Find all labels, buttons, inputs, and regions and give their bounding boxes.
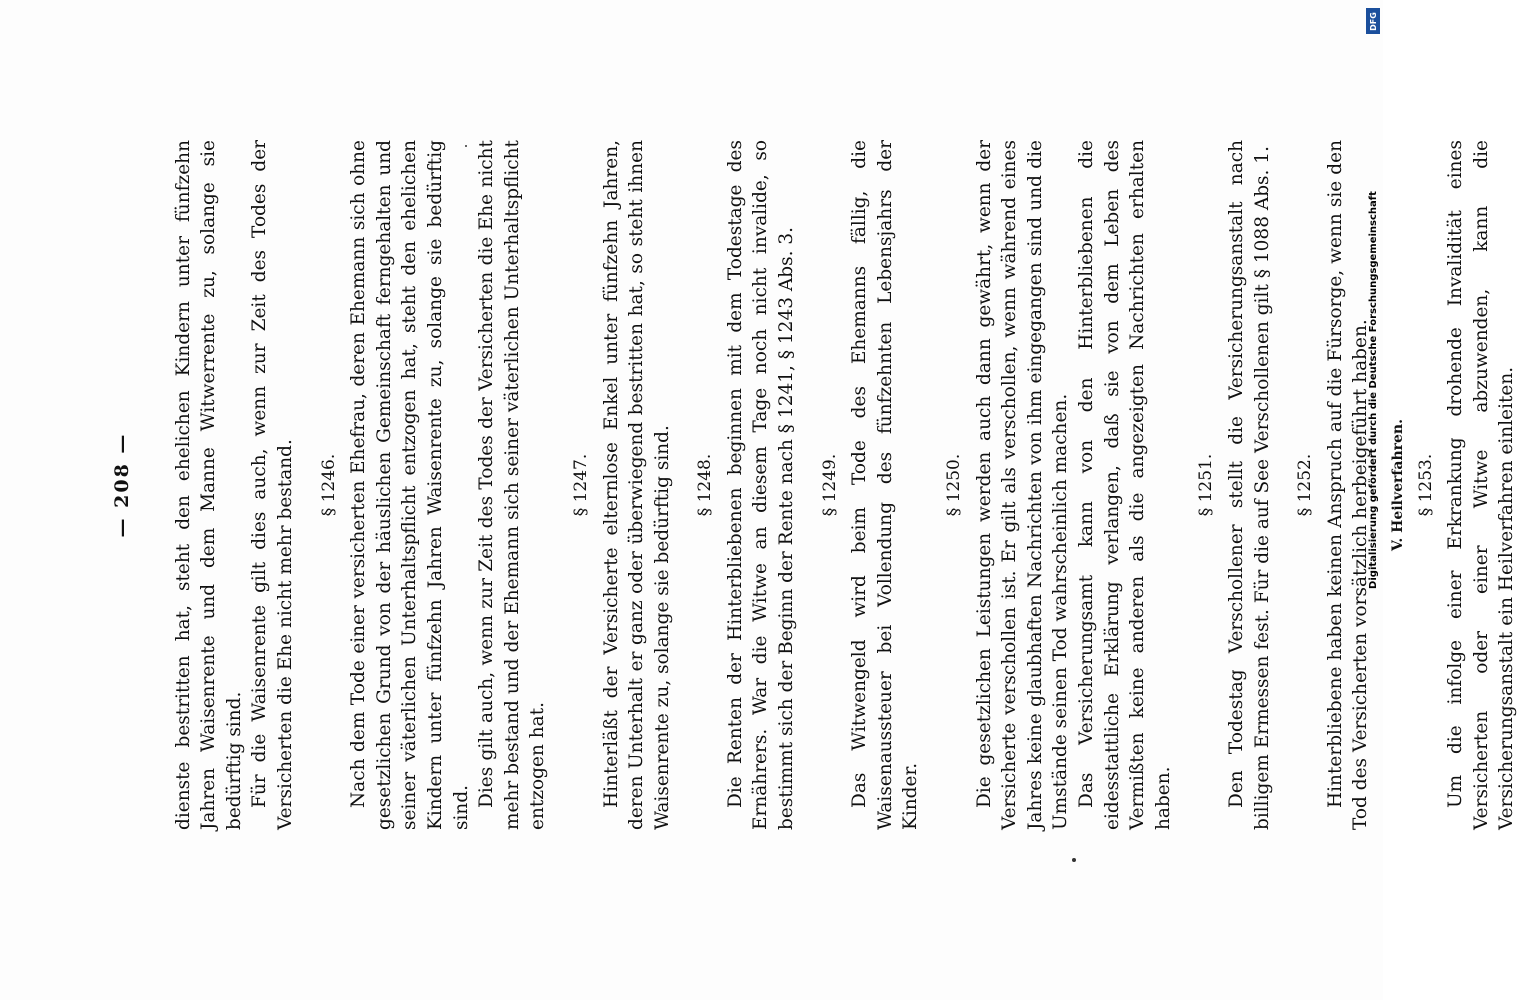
scan-speck	[465, 145, 467, 147]
paragraph: Das Versicherungsamt kann von den Hinterbliebenen die eidesstattliche Erklärung verlangen, daß sie von dem Leben des Vermißten keine anderen als die angezeigten Nachrichten erhalten haben.	[1076, 140, 1174, 830]
paragraph: Hinterbliebene haben keinen Anspruch auf die Fürsorge, wenn sie den Tod des Versicherten vorsätzlich herbeigeführt haben.	[1324, 140, 1372, 830]
paragraph: Den Todestag Verschollener stellt die Versicherungsanstalt nach billigem Ermessen fest. Für die auf See Verschollenen gilt § 1088 Abs. 1.	[1225, 140, 1273, 830]
paragraph: Nach dem Tode einer versicherten Ehefrau, deren Ehemann sich ohne gesetzlichen Grund von der häuslichen Gemeinschaft ferngehalten und seiner väterlichen Unterhaltspflicht entzogen hat, steht den ehelichen Kindern unter fünfzehn Jahren Waisenrente zu, solange sie bedürftig sind.	[348, 140, 472, 830]
paragraph: Um die infolge einer Erkrankung drohende Invalidität eines Versicherten oder einer Witwe abzuwenden, kann die Versicherungsanstalt ein Heilverfahren einleiten.	[1445, 140, 1518, 830]
paragraph: Die gesetzlichen Leistungen werden auch dann gewährt, wenn der Versicherte verschollen ist. Er gilt als verschollen, wenn während eines Jahres keine glaubhaften Nachrichten von ihm eingegangen sind und die Umstände seinen Tod wahrscheinlich machen.	[973, 140, 1072, 830]
subsection-title: V. Heilverfahren.	[1389, 419, 1406, 551]
section-heading: § 1253.	[1415, 453, 1436, 517]
page-number: — 208 —	[111, 432, 133, 538]
section-heading: § 1251.	[1196, 453, 1217, 517]
page-text-rotated	[110, 140, 1518, 830]
paragraph: Das Witwengeld wird beim Tode des Ehemanns fällig, die Waisenaussteuer bei Vollendung des fünfzehnten Lebensjahrs der Kinder.	[849, 140, 922, 830]
paragraph: Die Renten der Hinterbliebenen beginnen mit dem Todestage des Ernährers. War die Witwe an diesem Tage noch nicht invalide, so bestimmt sich der Beginn der Rente nach § 1241, § 1243 Abs. 3.	[724, 140, 798, 830]
section-heading: § 1249.	[819, 453, 840, 517]
section-heading: § 1248.	[695, 453, 716, 517]
section-heading: § 1247.	[570, 453, 591, 517]
dfg-logo: DFG	[1366, 8, 1380, 34]
paragraph: Dies gilt auch, wenn zur Zeit des Todes der Versicherten die Ehe nicht mehr bestand und der Ehemann sich seiner väterlichen Unterhaltspflicht entzogen hat.	[476, 140, 549, 830]
paragraph: Für die Waisenrente gilt dies auch, wenn zur Zeit des Todes der Versicherten die Ehe nicht mehr bestand.	[249, 140, 296, 830]
paragraph: Hinterläßt der Versicherte elternlose Enkel unter fünfzehn Jahren, deren Unterhalt er ganz oder überwiegend bestritten hat, so steht ihnen Waisenrente zu, solange sie bedürftig sind.	[600, 140, 673, 830]
paragraph: dienste bestritten hat, steht den ehelichen Kindern unter fünfzehn Jahren Waisenrente und dem Manne Witwerrente zu, solange sie bedürftig sind.	[172, 140, 245, 830]
scan-speck	[1072, 858, 1076, 862]
section-heading: § 1246.	[318, 453, 339, 517]
section-heading: § 1252.	[1295, 453, 1316, 517]
section-heading: § 1250.	[944, 453, 965, 517]
